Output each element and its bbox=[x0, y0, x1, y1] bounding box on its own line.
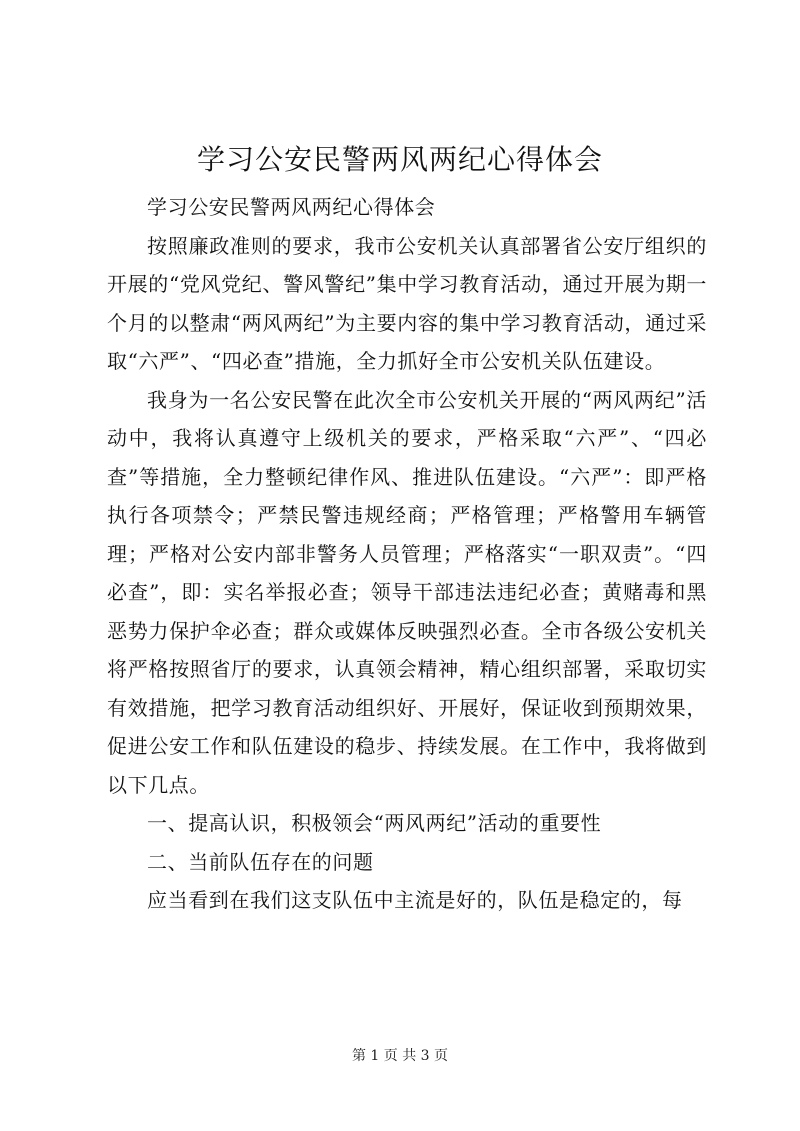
document-title: 学习公安民警两风两纪心得体会 bbox=[196, 143, 603, 176]
paragraph-issues: 应当看到在我们这支队伍中主流是好的，队伍是稳定的，每 bbox=[147, 888, 683, 912]
page-number-footer: 第 1 页 共 3 页 bbox=[351, 1048, 449, 1064]
paragraph-intro: 按照廉政准则的要求，我市公安机关认真部署省公安厅组织的开展的“党风党纪、警风警纪”集中学习教育活动，通过开展为期一个月的以整肃“两风两纪”为主要内容的集中学习教育活动，通过采取“六严”、“四必查”措施，全力抓好全市公安机关队伍建设。 bbox=[107, 233, 707, 373]
paragraph-subtitle: 学习公安民警两风两纪心得体会 bbox=[147, 195, 436, 219]
document-body bbox=[107, 188, 707, 920]
heading-section-one: 一、提高认识，积极领会“两风两纪”活动的重要性 bbox=[147, 811, 602, 835]
heading-section-two: 二、当前队伍存在的问题 bbox=[147, 849, 374, 874]
paragraph-measures: 我身为一名公安民警在此次全市公安机关开展的“两风两纪”活动中，我将认真遵守上级机关的要求，严格采取“六严”、“四必查”等措施，全力整顿纪律作风、推进队伍建设。“六严”：即严格执行各项禁令；严禁民警违规经商；严格管理；严格警用车辆管理；严格对公安内部非警务人员管理；严格落实“一职双责”。“四必查”，即：实名举报必查；领导干部违法违纪必查；黄赌毒和黑恶势力保护伞必查；群众或媒体反映强烈必查。全市各级公安机关将严格按照省厅的要求，认真领会精神，精心组织部署，采取切实有效措施，把学习教育活动组织好、开展好，保证收到预期效果，促进公安工作和队伍建设的稳步、持续发展。在工作中，我将做到以下几点。 bbox=[107, 387, 707, 797]
